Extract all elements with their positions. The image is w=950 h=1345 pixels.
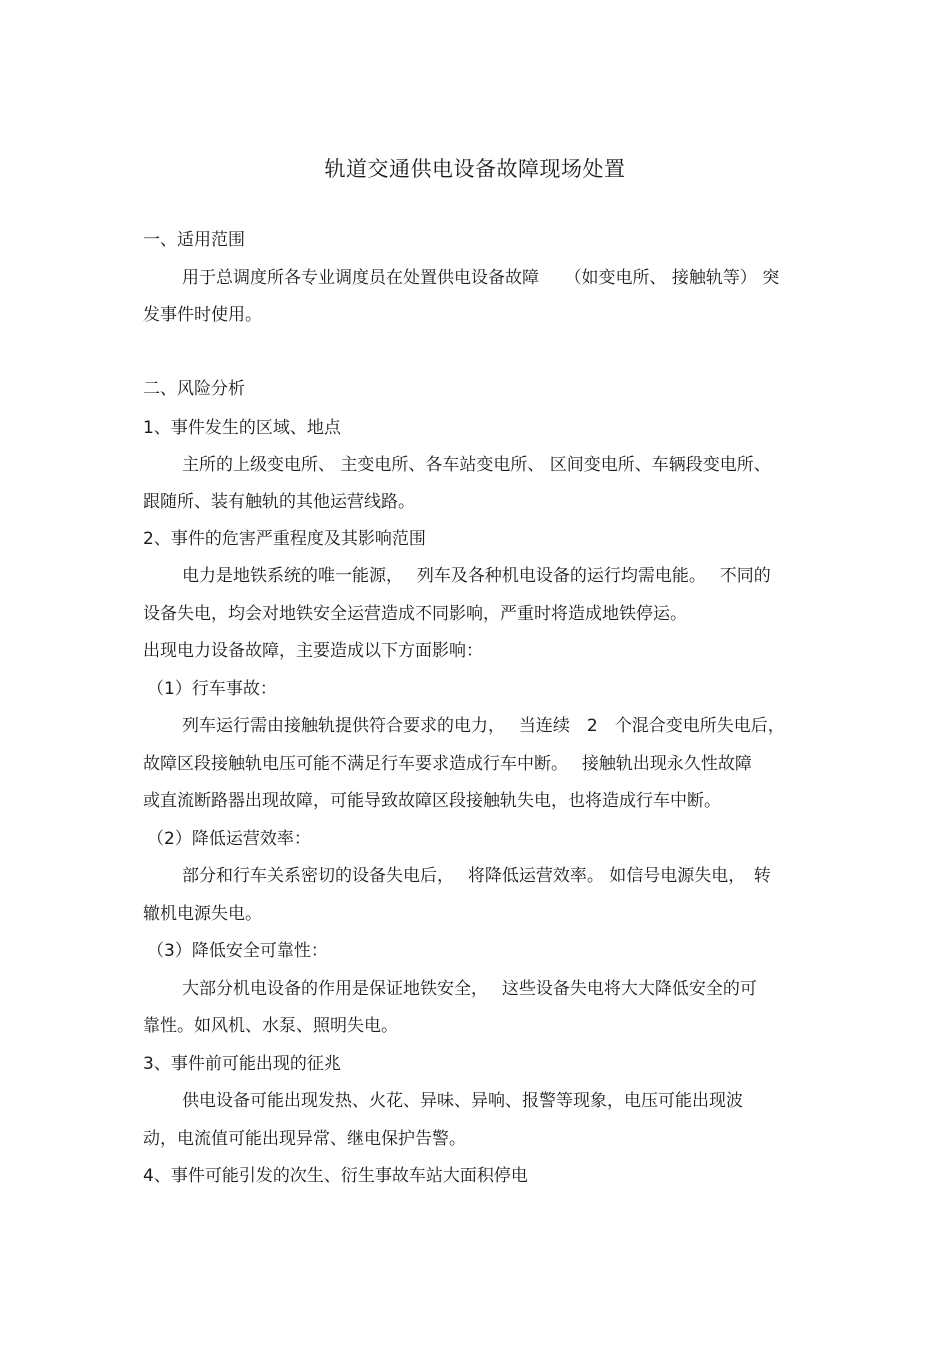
subheading-signs: 3、事件前可能出现的征兆 [143, 1054, 341, 1074]
paragraph-line: 主所的上级变电所、 主变电所、各车站变电所、 区间变电所、车辆段变电所、 [182, 455, 771, 475]
paragraph-line: 列车运行需由接触轨提供符合要求的电力， 当连续 2 个混合变电所失电后， [182, 716, 785, 736]
paragraph-line: 靠性。如风机、水泵、照明失电。 [143, 1016, 398, 1036]
paragraph-line: 或直流断路器出现故障，可能导致故障区段接触轨失电，也将造成行车中断。 [143, 791, 721, 811]
paragraph-line: 供电设备可能出现发热、火花、异味、异响、报警等现象，电压可能出现波 [182, 1091, 743, 1111]
paragraph-line: 跟随所、装有触轨的其他运营线路。 [143, 492, 415, 512]
paragraph-line: 电力是地铁系统的唯一能源， 列车及各种机电设备的运行均需电能。 不同的 [182, 566, 771, 586]
paragraph-line: 出现电力设备故障，主要造成以下方面影响： [143, 641, 483, 661]
list-heading-2: （2）降低运营效率： [147, 829, 311, 849]
paragraph-line: 动，电流值可能出现异常、继电保护告警。 [143, 1129, 466, 1149]
subheading-severity: 2、事件的危害严重程度及其影响范围 [143, 529, 426, 549]
paragraph-line: 发事件时使用。 [143, 305, 262, 325]
subheading-secondary-accidents: 4、事件可能引发的次生、衍生事故车站大面积停电 [143, 1166, 528, 1186]
subheading-location: 1、事件发生的区域、地点 [143, 418, 341, 438]
section-heading-scope: 一、适用范围 [143, 230, 245, 250]
section-heading-risk: 二、风险分析 [143, 379, 245, 399]
list-heading-1: （1）行车事故： [147, 679, 277, 699]
paragraph-line: 部分和行车关系密切的设备失电后， 将降低运营效率。 如信号电源失电， 转 [182, 866, 771, 886]
paragraph-line: 大部分机电设备的作用是保证地铁安全， 这些设备失电将大大降低安全的可 [182, 979, 757, 999]
paragraph-line: 设备失电，均会对地铁安全运营造成不同影响，严重时将造成地铁停运。 [143, 604, 687, 624]
paragraph-line: 故障区段接触轨电压可能不满足行车要求造成行车中断。 接触轨出现永久性故障 [143, 754, 752, 774]
paragraph-line: 辙机电源失电。 [143, 904, 262, 924]
paragraph-line: 用于总调度所各专业调度员在处置供电设备故障 （如变电所、 接触轨等） 突 [182, 268, 780, 288]
document-title: 轨道交通供电设备故障现场处置 [324, 157, 626, 181]
list-heading-3: （3）降低安全可靠性： [147, 941, 328, 961]
